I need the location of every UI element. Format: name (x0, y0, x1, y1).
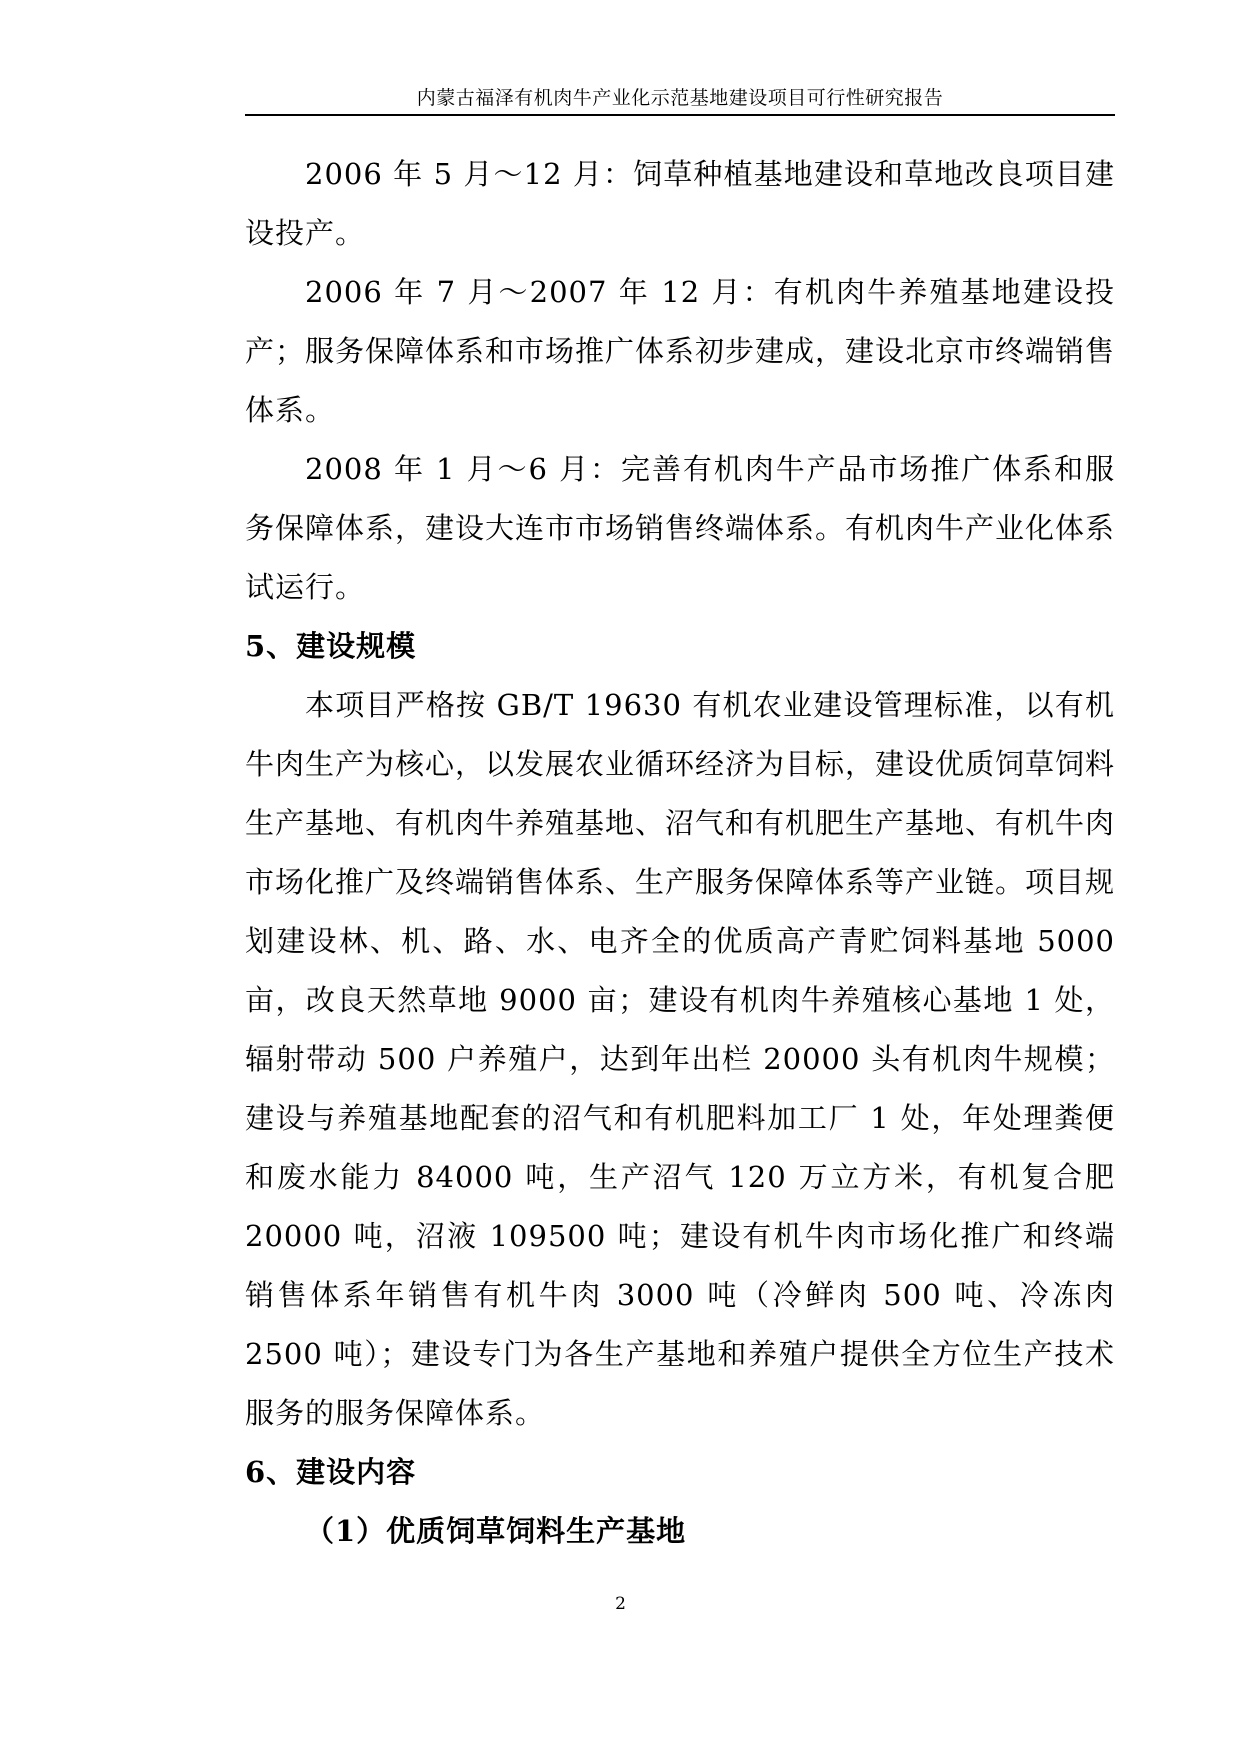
construction-scale-paragraph: 本项目严格按 GB/T 19630 有机农业建设管理标准，以有机牛肉生产为核心，以发展农业循环经济为目标，建设优质饲草饲料生产基地、有机肉牛养殖基地、沼气和有机肥生产基地、有机牛肉市场化推广及终端销售体系、生产服务保障体系等产业链。项目规划建设林、机、路、水、电齐全的优质高产青贮饲料基地 5000 亩，改良天然草地 9000 亩；建设有机肉牛养殖核心基地 1 处，辐射带动 500 户养殖户，达到年出栏 20000 头有机肉牛规模；建设与养殖基地配套的沼气和有机肥料加工厂 1 处，年处理粪便和废水能力 84000 吨，生产沼气 120 万立方米，有机复合肥 20000 吨，沼液 109500 吨；建设有机牛肉市场化推广和终端销售体系年销售有机牛肉 3000 吨（冷鲜肉 500 吨、冷冻肉 2500 吨）；建设专门为各生产基地和养殖户提供全方位生产技术服务的服务保障体系。 (245, 688, 1116, 1430)
document-body (245, 145, 1115, 1561)
header-divider (245, 114, 1115, 116)
subsection-heading-forage-base: （1）优质饲草饲料生产基地 (305, 1514, 687, 1548)
page-number: 2 (615, 1594, 626, 1614)
running-header-title: 内蒙古福泽有机肉牛产业化示范基地建设项目可行性研究报告 (416, 87, 944, 109)
schedule-paragraph-2: 2006 年 7 月～2007 年 12 月：有机肉牛养殖基地建设投产；服务保障体系和市场推广体系初步建成，建设北京市终端销售体系。 (245, 275, 1116, 427)
section-heading-construction-content: 6、建设内容 (245, 1455, 417, 1489)
schedule-paragraph-3: 2008 年 1 月～6 月：完善有机肉牛产品市场推广体系和服务保障体系，建设大连市市场销售终端体系。有机肉牛产业化体系试运行。 (245, 452, 1116, 604)
section-heading-construction-scale: 5、建设规模 (245, 629, 417, 663)
schedule-paragraph-1: 2006 年 5 月～12 月：饲草种植基地建设和草地改良项目建设投产。 (245, 157, 1115, 250)
